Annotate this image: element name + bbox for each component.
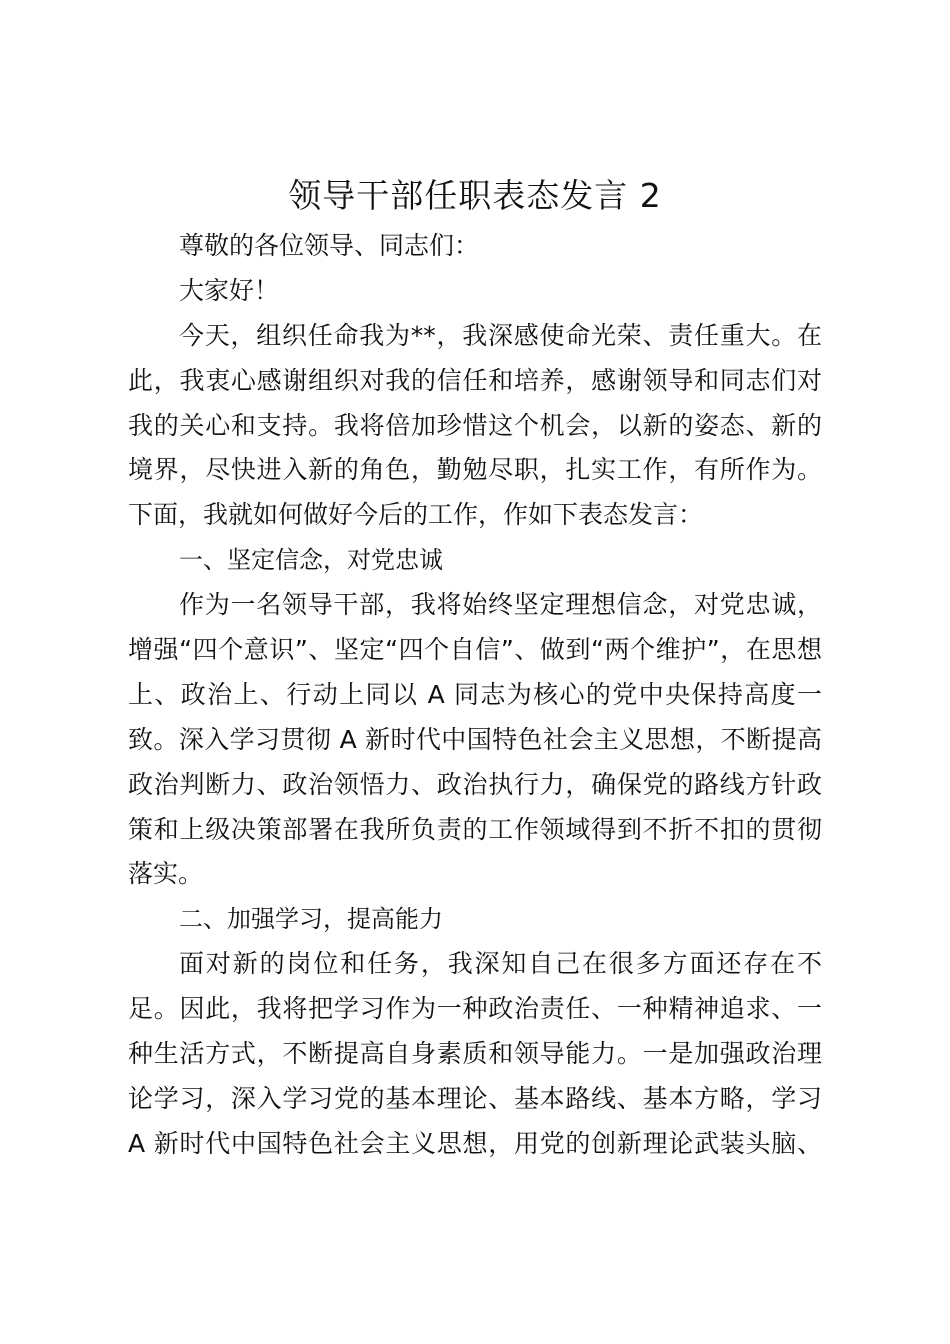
paragraph-line: 面对新的岗位和任务，我深知自己在很多方面还存在不: [179, 949, 822, 979]
document-body: [128, 224, 822, 1167]
section-heading-1: 一、坚定信念，对党忠诚: [179, 546, 443, 575]
paragraph-line: 我的关心和支持。我将倍加珍惜这个机会，以新的姿态、新的: [128, 410, 822, 440]
salutation: 尊敬的各位领导、同志们：: [179, 231, 480, 260]
paragraph-section-1: [128, 583, 822, 897]
paragraph-opening: [128, 314, 822, 538]
paragraph-line: A 新时代中国特色社会主义思想，用党的创新理论武装头脑、: [128, 1128, 822, 1158]
paragraph-line: 增强“四个意识”、坚定“四个自信”、做到“两个维护”，在思想: [128, 635, 822, 665]
paragraph-line: 此，我衷心感谢组织对我的信任和培养，感谢领导和同志们对: [128, 365, 822, 395]
paragraph-line: 境界，尽快进入新的角色，勤勉尽职，扎实工作，有所作为。: [128, 455, 822, 485]
paragraph-line: 致。深入学习贯彻 A 新时代中国特色社会主义思想，不断提高: [128, 724, 822, 754]
document-title: 领导干部任职表态发言 2: [288, 176, 662, 215]
paragraph-line: 作为一名领导干部，我将始终坚定理想信念，对党忠诚，: [179, 590, 822, 620]
greeting: 大家好！: [179, 275, 280, 305]
paragraph-section-2: [128, 942, 822, 1166]
paragraph-line: 落实。: [128, 859, 204, 889]
paragraph-line: 论学习，深入学习党的基本理论、基本路线、基本方略，学习: [128, 1083, 822, 1113]
paragraph-line: 策和上级决策部署在我所负责的工作领域得到不折不扣的贯彻: [128, 814, 822, 844]
paragraph-line: 上、政治上、行动上同以 A 同志为核心的党中央保持高度一: [128, 679, 822, 709]
section-heading-2: 二、加强学习，提高能力: [179, 905, 443, 934]
paragraph-line: 足。因此，我将把学习作为一种政治责任、一种精神追求、一: [128, 994, 822, 1024]
paragraph-line: 种生活方式，不断提高自身素质和领导能力。一是加强政治理: [128, 1039, 822, 1069]
paragraph-line: 下面，我就如何做好今后的工作，作如下表态发言：: [128, 500, 704, 530]
paragraph-line: 政治判断力、政治领悟力、政治执行力，确保党的路线方针政: [128, 769, 822, 799]
paragraph-line: 今天，组织任命我为**，我深感使命光荣、责任重大。在: [179, 320, 822, 350]
